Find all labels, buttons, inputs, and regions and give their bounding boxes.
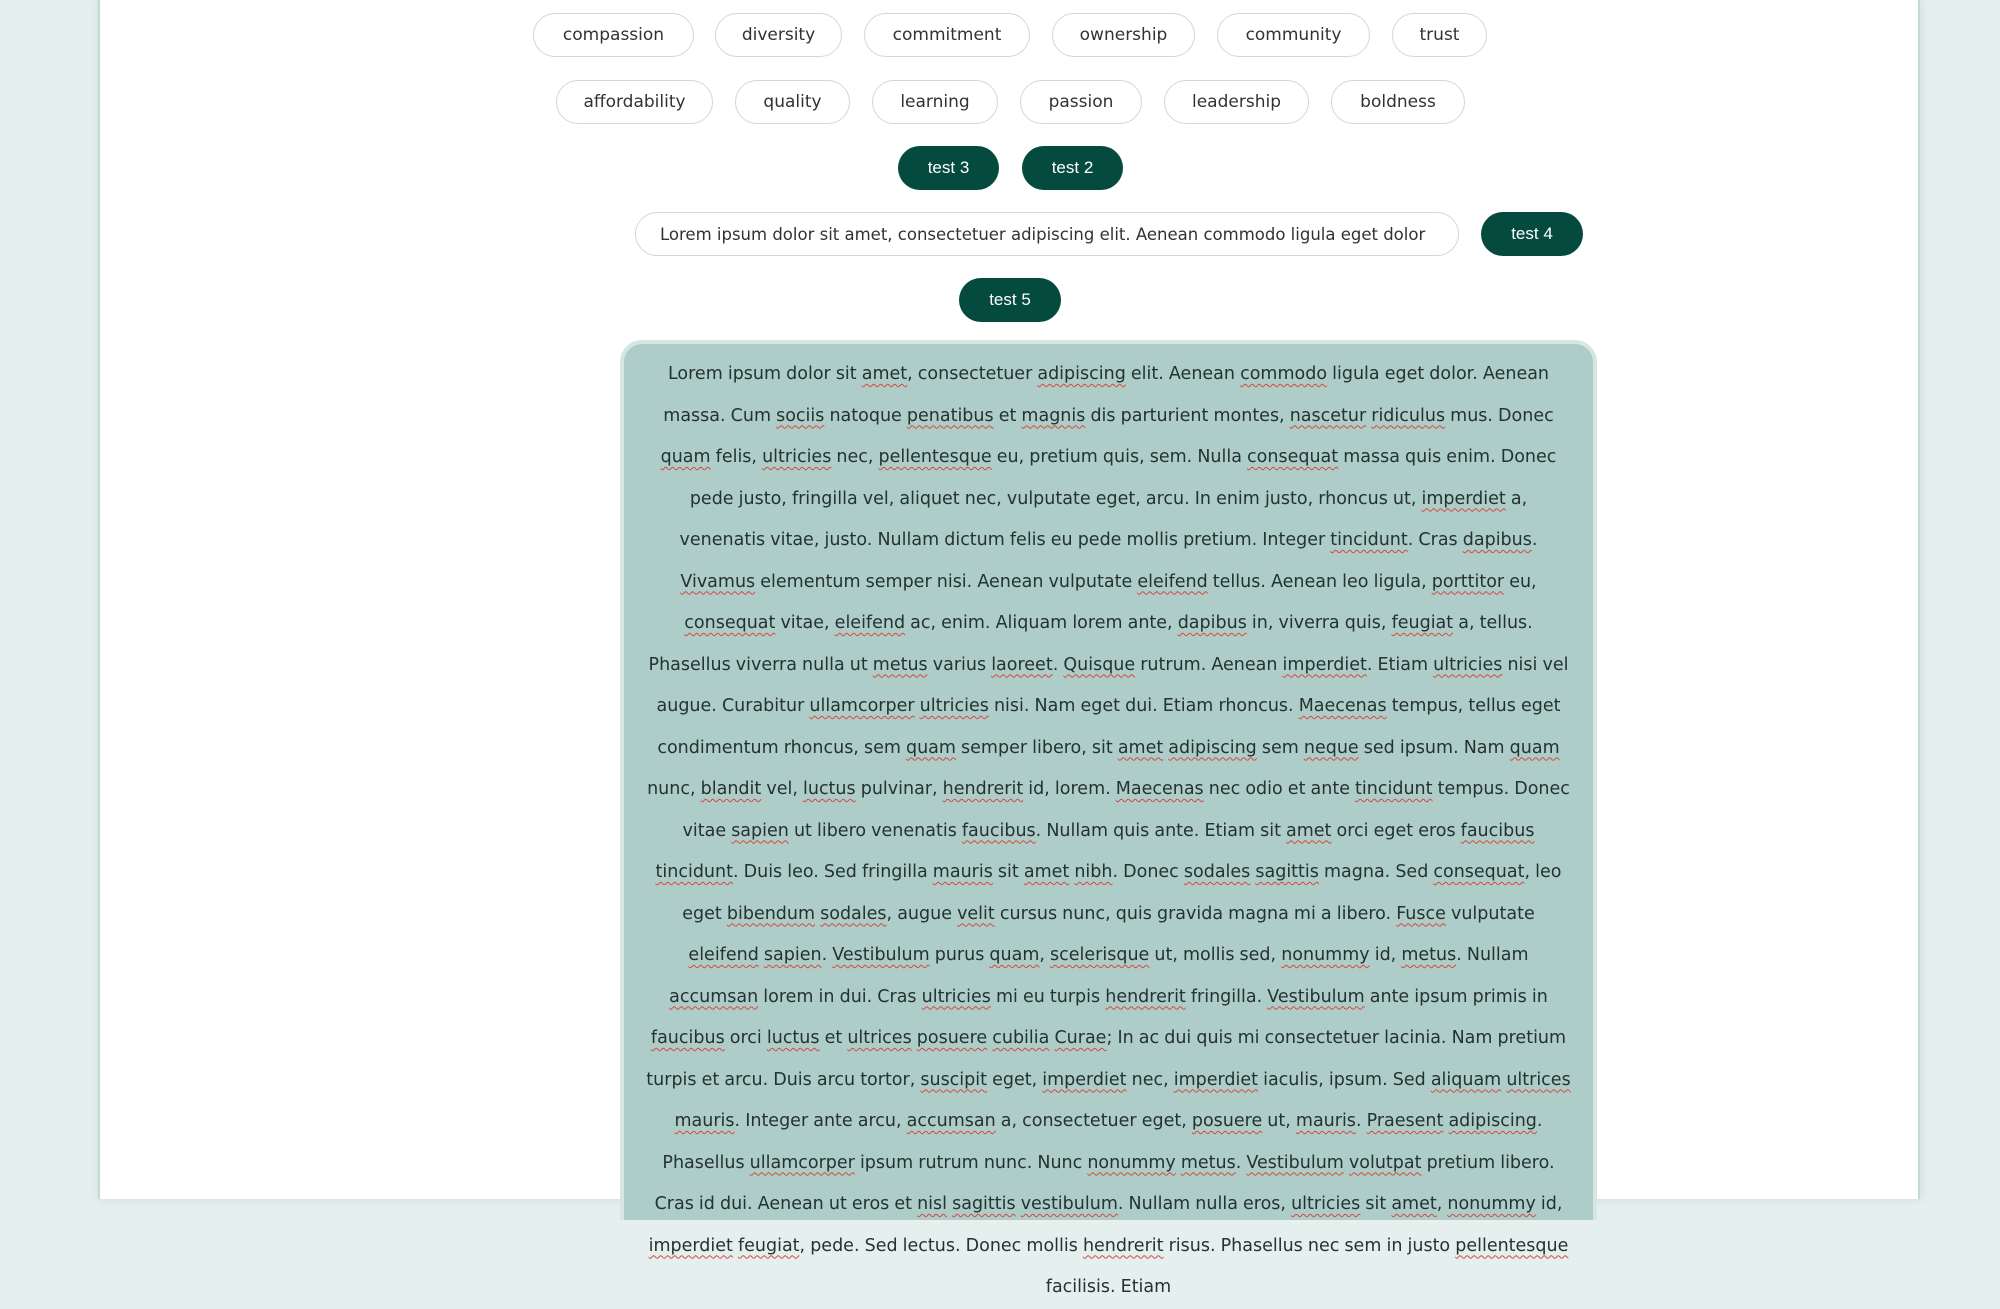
misspelled-word: ullamcorper (809, 696, 915, 716)
misspelled-word: faucibus (961, 820, 1036, 841)
misspelled-word: tincidunt (655, 862, 733, 882)
misspelled-word: feugiat (737, 1235, 800, 1256)
misspelled-word: sociis (776, 405, 825, 426)
misspelled-word: Vestibulum (1267, 986, 1365, 1007)
value-chip-quality[interactable]: quality (735, 80, 850, 124)
misspelled-word: nascetur (1289, 405, 1367, 426)
misspelled-word: metus (1180, 1152, 1236, 1173)
test-2-button[interactable]: test 2 (1022, 146, 1123, 190)
misspelled-word: consequat (1433, 862, 1525, 882)
misspelled-word: mauris (1295, 1111, 1356, 1131)
misspelled-word: adipiscing (1037, 364, 1126, 384)
misspelled-word: suscipit (920, 1069, 988, 1090)
misspelled-word: Praesent (1366, 1111, 1444, 1131)
misspelled-word: sodales (820, 903, 887, 924)
misspelled-word: eleifend (834, 613, 906, 633)
misspelled-word: imperdiet (1173, 1069, 1259, 1090)
misspelled-word: tincidunt (1330, 530, 1408, 550)
misspelled-word: Fusce (1396, 903, 1446, 924)
misspelled-word: luctus (802, 779, 856, 799)
misspelled-word: blandit (700, 779, 762, 799)
misspelled-word: scelerisque (1050, 945, 1150, 965)
misspelled-word: hendrerit (942, 779, 1024, 799)
misspelled-word: hendrerit (1082, 1235, 1164, 1256)
misspelled-word: commodo (1240, 364, 1328, 384)
misspelled-word: amet (1023, 862, 1070, 882)
misspelled-word: feugiat (1391, 613, 1454, 633)
misspelled-word: dapibus (1177, 613, 1247, 633)
value-chip-trust[interactable]: trust (1392, 13, 1487, 57)
misspelled-word: ultricies (921, 986, 991, 1007)
misspelled-word: quam (1509, 737, 1560, 758)
misspelled-word: Maecenas (1298, 696, 1387, 716)
value-chip-learning[interactable]: learning (872, 80, 998, 124)
misspelled-word: ullamcorper (749, 1152, 855, 1173)
misspelled-word: sapien (731, 820, 789, 841)
misspelled-word: quam (660, 447, 711, 467)
misspelled-word: quam (905, 737, 956, 758)
value-chip-passion[interactable]: passion (1020, 80, 1142, 124)
misspelled-word: Vestibulum (1246, 1152, 1344, 1173)
test-4-button[interactable]: test 4 (1481, 212, 1583, 256)
misspelled-word: vestibulum (1020, 1194, 1118, 1214)
misspelled-word: amet (861, 364, 908, 384)
misspelled-word: adipiscing (1168, 737, 1257, 758)
misspelled-word: imperdiet (1282, 654, 1367, 675)
misspelled-word: accumsan (906, 1111, 996, 1131)
misspelled-word: sagittis (952, 1194, 1016, 1214)
misspelled-word: ultricies (1291, 1194, 1361, 1214)
value-chip-ownership[interactable]: ownership (1052, 13, 1195, 57)
misspelled-word: quam (989, 945, 1040, 965)
value-chip-boldness[interactable]: boldness (1331, 80, 1465, 124)
misspelled-word: faucibus (650, 1028, 725, 1048)
misspelled-word: metus (1401, 945, 1457, 965)
misspelled-word: ultrices (847, 1028, 912, 1048)
misspelled-word: pellentesque (1455, 1235, 1569, 1256)
misspelled-word: nonummy (1087, 1152, 1176, 1173)
misspelled-word: nonummy (1447, 1194, 1536, 1214)
misspelled-word: ultricies (762, 447, 832, 467)
misspelled-word: nonummy (1281, 945, 1370, 965)
misspelled-word: ultrices (1506, 1069, 1571, 1090)
misspelled-word: pellentesque (878, 447, 992, 467)
misspelled-word: amet (1286, 820, 1332, 841)
misspelled-word: penatibus (906, 405, 994, 426)
misspelled-word: sagittis (1255, 862, 1319, 882)
misspelled-word: velit (957, 903, 995, 924)
misspelled-word: adipiscing (1448, 1111, 1537, 1131)
misspelled-word: laoreet (991, 654, 1053, 675)
misspelled-word: nibh (1074, 862, 1113, 882)
misspelled-word: mauris (932, 862, 993, 882)
misspelled-word: imperdiet (1421, 488, 1506, 509)
misspelled-word: faucibus (1460, 820, 1535, 841)
misspelled-word: consequat (684, 613, 776, 633)
text-area[interactable] (620, 340, 1597, 1297)
misspelled-word: hendrerit (1105, 986, 1186, 1007)
misspelled-word: posuere (916, 1028, 988, 1048)
misspelled-word: Quisque (1063, 654, 1136, 675)
misspelled-word: Vestibulum (832, 945, 930, 965)
value-chip-diversity[interactable]: diversity (715, 13, 842, 57)
misspelled-word: Curae (1054, 1028, 1107, 1048)
misspelled-word: imperdiet (648, 1235, 733, 1256)
test-3-button[interactable]: test 3 (898, 146, 999, 190)
misspelled-word: nisl (917, 1194, 948, 1214)
misspelled-word: dapibus (1462, 530, 1532, 550)
misspelled-word: Vivamus (680, 571, 756, 592)
value-chip-compassion[interactable]: compassion (533, 13, 694, 57)
misspelled-word: neque (1303, 737, 1359, 758)
value-chip-leadership[interactable]: leadership (1164, 80, 1309, 124)
test-5-button[interactable]: test 5 (959, 278, 1061, 322)
misspelled-word: Maecenas (1115, 779, 1204, 799)
page-container (98, 0, 1920, 1297)
value-chip-commitment[interactable]: commitment (864, 13, 1030, 57)
text-input-field[interactable] (635, 212, 1459, 256)
value-chip-community[interactable]: community (1217, 13, 1370, 57)
misspelled-word: amet (1117, 737, 1164, 758)
misspelled-word: magnis (1021, 405, 1086, 426)
misspelled-word: metus (872, 654, 928, 675)
text-area-content: Lorem ipsum dolor sit amet, consectetuer adipiscing elit. Aenean commodo ligula eget dolor. Aenean massa. Cum sociis natoque penatibus et magnis dis parturient montes, nascetur ridiculus mus. Donec quam felis, ultricies nec, pellentesque eu, pretium quis, sem. Nulla consequat massa quis enim. Donec pede justo, fringilla vel, aliquet nec, vulputate eget, arcu. In enim justo, rhoncus ut, imperdiet a, venenatis vitae, justo. Nullam dictum felis eu pede mollis pretium. Integer tincidunt. Cras dapibus. Vivamus elementum semper nisi. Aenean vulputate eleifend tellus. Aenean leo ligula, porttitor eu, consequat vitae, eleifend ac, enim. Aliquam lorem ante, dapibus in, viverra quis, feugiat a, tellus. Phasellus viverra nulla ut metus varius laoreet. Quisque rutrum. Aenean imperdiet. Etiam ultricies nisi vel augue. Curabitur ullamcorper ultricies nisi. Nam eget dui. Etiam rhoncus. Maecenas tempus, tellus eget condimentum rhoncus, sem quam semper libero, sit amet adipiscing sem neque sed ipsum. Nam quam nunc, blandit vel, luctus pulvinar, hendrerit id, lorem. Maecenas nec odio et ante tincidunt tempus. Donec vitae sapien ut libero venenatis faucibus. Nullam quis ante. Etiam sit amet orci eget eros faucibus tincidunt. Duis leo. Sed fringilla mauris sit amet nibh. Donec sodales sagittis magna. Sed consequat, leo eget bibendum sodales, augue velit cursus nunc, quis gravida magna mi a libero. Fusce vulputate eleifend sapien. Vestibulum purus quam, scelerisque ut, mollis sed, nonummy id, metus. Nullam accumsan lorem in dui. Cras ultricies mi eu turpis hendrerit fringilla. Vestibulum ante ipsum primis in faucibus orci luctus et ultrices posuere cubilia Curae; In ac dui quis mi consectetuer lacinia. Nam pretium turpis et arcu. Duis arcu tortor, suscipit eget, imperdiet nec, imperdiet iaculis, ipsum. Sed aliquam ultrices mauris. Integer ante arcu, accumsan a, consectetuer eget, posuere ut, mauris. Praesent adipiscing. Phasellus ullamcorper ipsum rutrum nunc. Nunc nonummy metus. Vestibulum volutpat pretium libero. Cras id dui. Aenean ut eros et nisl sagittis vestibulum. Nullam nulla eros, ultricies sit amet, nonummy id, imperdiet feugiat, pede. Sed lectus. Donec mollis hendrerit risus. Phasellus nec sem in justo pellentesque facilisis. Etiam (646, 364, 1571, 1297)
misspelled-word: sapien (763, 945, 822, 965)
misspelled-word: consequat (1247, 447, 1339, 467)
misspelled-word: luctus (766, 1028, 820, 1048)
misspelled-word: porttitor (1431, 571, 1505, 592)
misspelled-word: ridiculus (1371, 405, 1446, 426)
misspelled-word: eleifend (1137, 571, 1208, 592)
misspelled-word: accumsan (669, 986, 759, 1007)
value-chip-affordability[interactable]: affordability (556, 80, 713, 124)
misspelled-word: imperdiet (1042, 1069, 1127, 1090)
misspelled-word: mauris (674, 1111, 735, 1131)
misspelled-word: sodales (1183, 862, 1251, 882)
misspelled-word: tincidunt (1355, 779, 1433, 799)
misspelled-word: aliquam (1430, 1069, 1502, 1090)
misspelled-word: eleifend (688, 945, 759, 965)
misspelled-word: ultricies (1433, 654, 1503, 675)
misspelled-word: posuere (1191, 1111, 1263, 1131)
misspelled-word: ultricies (919, 696, 989, 716)
misspelled-word: bibendum (726, 903, 816, 924)
misspelled-word: amet (1391, 1194, 1437, 1214)
misspelled-word: volutpat (1348, 1152, 1422, 1173)
misspelled-word: cubilia (992, 1028, 1050, 1048)
